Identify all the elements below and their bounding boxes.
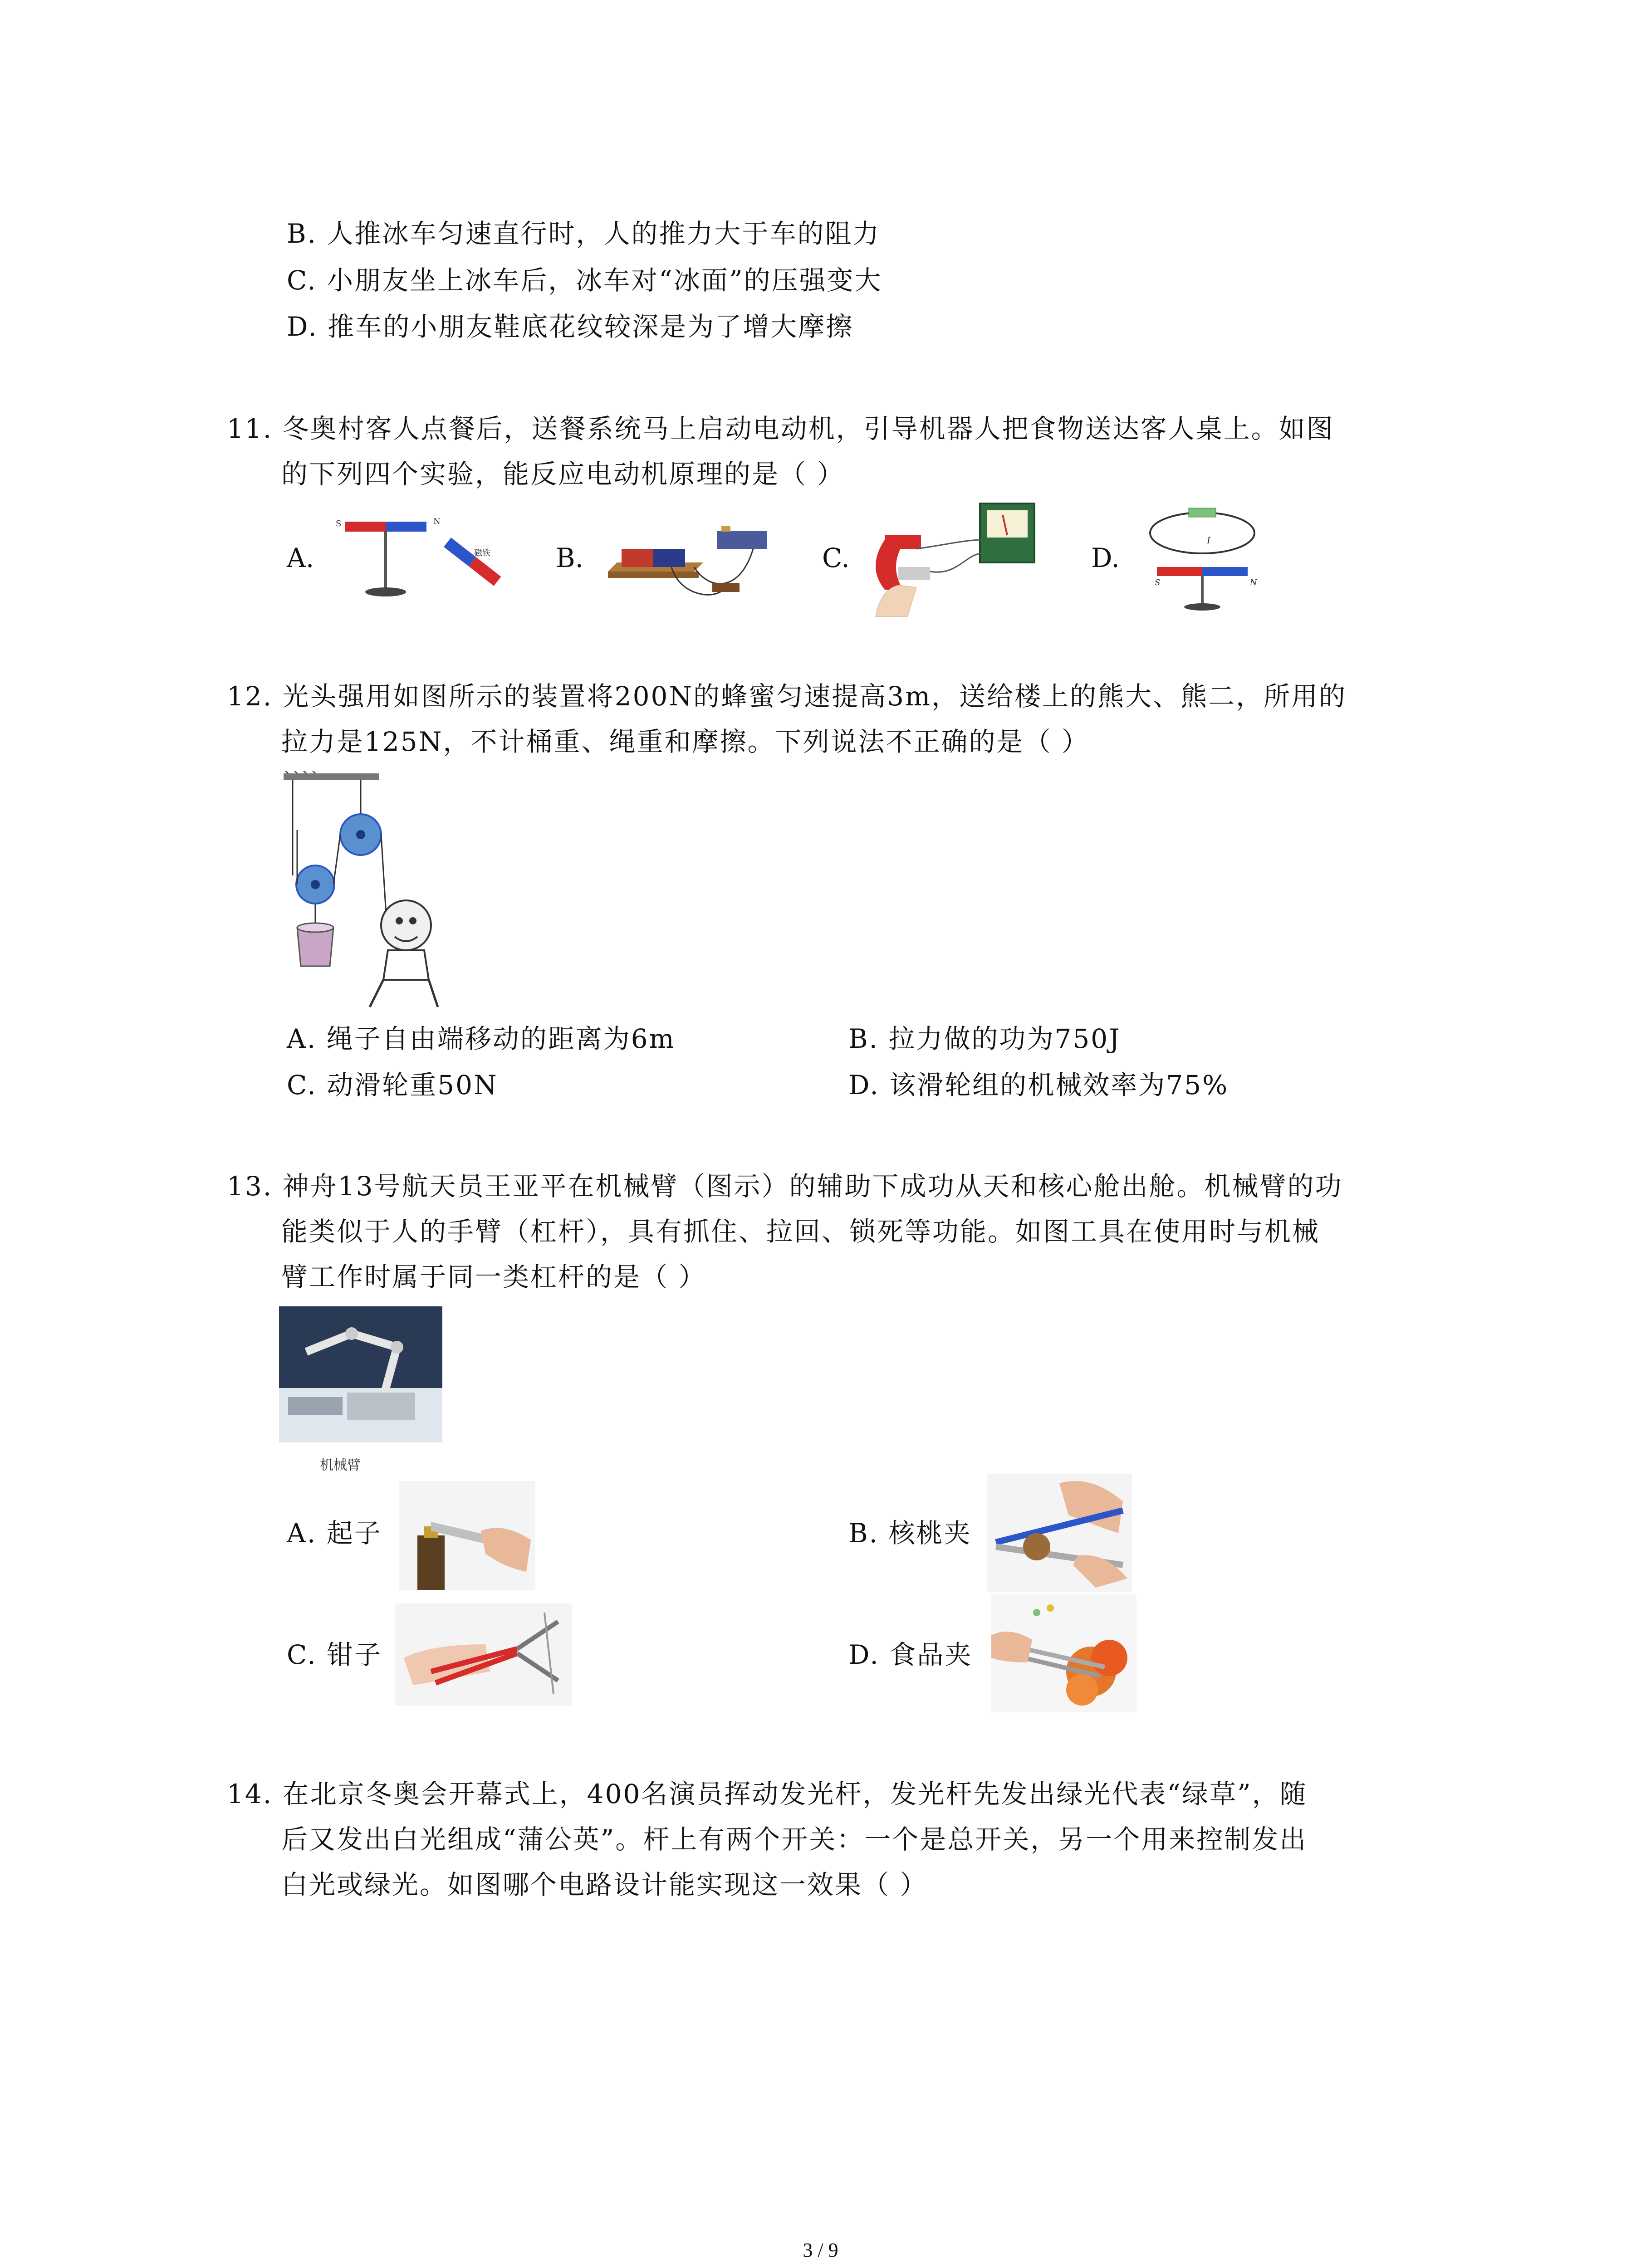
q12-option-a: A. 绳子自由端移动的距离为6m xyxy=(287,1023,676,1054)
q13-stem-line2: 能类似于人的手臂（杠杆），具有抓住、拉回、锁死等功能。如图工具在使用时与机械 xyxy=(281,1216,1320,1247)
q13-stem-line1: 13. 神舟13号航天员王亚平在机械臂（图示）的辅助下成功从天和核心舱出舱。机械臂的功 xyxy=(227,1171,1343,1202)
q11-stem-line2: 的下列四个实验，能反应电动机原理的是（ ） xyxy=(281,459,845,489)
q12-option-d: D. 该滑轮组的机械效率为75% xyxy=(848,1070,1229,1100)
q13-option-a: A. 起子 xyxy=(287,1518,382,1549)
q11-option-d-label: D. xyxy=(1091,543,1120,573)
q13-option-c: C. 钳子 xyxy=(287,1639,382,1670)
pole-s-text-d: S xyxy=(1155,578,1161,587)
current-i-text: I xyxy=(1207,535,1210,546)
q13-fig-caption: 机械臂 xyxy=(320,1457,361,1473)
q12-stem-line1: 12. 光头强用如图所示的装置将200N的蜂蜜匀速提高3m，送给楼上的熊大、熊二，所用的 xyxy=(227,681,1347,712)
magnet-label-text: 磁铁 xyxy=(474,548,490,558)
q11-option-b-label: B. xyxy=(556,543,584,573)
q13-fig-d-food-tongs xyxy=(991,1594,1136,1712)
pole-n-text-d: N xyxy=(1250,578,1257,587)
q11-option-a-label: A. xyxy=(287,543,314,573)
q11-fig-b-electromagnetic-apparatus xyxy=(603,517,785,603)
q13-fig-robotic-arm xyxy=(279,1306,442,1442)
q11-option-c-label: C. xyxy=(822,543,850,573)
q13-fig-c-pliers xyxy=(395,1603,572,1706)
q14-stem-line1: 14. 在北京冬奥会开幕式上，400名演员挥动发光杆，发光杆先发出绿光代表“绿草”，随 xyxy=(227,1779,1308,1809)
q11-stem-line1: 11. 冬奥村客人点餐后，送餐系统马上启动电动机，引导机器人把食物送达客人桌上。如图 xyxy=(227,413,1334,444)
q13-stem-line3: 臂工作时属于同一类杠杆的是（ ） xyxy=(281,1261,706,1292)
page-number: 3 / 9 xyxy=(803,2239,838,2261)
q10-option-d: D. 推车的小朋友鞋底花纹较深是为了增大摩擦 xyxy=(287,311,854,342)
q11-fig-d-oersted-experiment xyxy=(1139,503,1266,612)
q11-fig-c-galvanometer-magnet xyxy=(867,499,1039,617)
q13-fig-a-bottle-opener xyxy=(399,1481,535,1590)
q11-fig-a-compass-magnet xyxy=(336,513,508,603)
q10-option-b: B. 人推冰车匀速直行时，人的推力大于车的阻力 xyxy=(287,218,881,249)
q13-option-b: B. 核桃夹 xyxy=(848,1518,972,1549)
q12-stem-line2: 拉力是125N，不计桶重、绳重和摩擦。下列说法不正确的是（ ） xyxy=(281,726,1089,757)
q10-option-c: C. 小朋友坐上冰车后，冰车对“冰面”的压强变大 xyxy=(287,265,882,296)
q14-stem-line3: 白光或绿光。如图哪个电路设计能实现这一效果（ ） xyxy=(281,1869,928,1900)
q13-fig-b-nutcracker xyxy=(987,1474,1132,1592)
q12-option-c: C. 动滑轮重50N xyxy=(287,1070,498,1100)
pole-s-text: S xyxy=(336,519,342,528)
q14-stem-line2: 后又发出白光组成“蒲公英”。杆上有两个开关：一个是总开关，另一个用来控制发出 xyxy=(281,1824,1308,1855)
q12-fig-pulley-system xyxy=(279,771,451,1016)
q13-option-d: D. 食品夹 xyxy=(848,1639,973,1670)
q12-option-b: B. 拉力做的功为750J xyxy=(848,1023,1121,1054)
pole-n-text: N xyxy=(433,517,441,526)
